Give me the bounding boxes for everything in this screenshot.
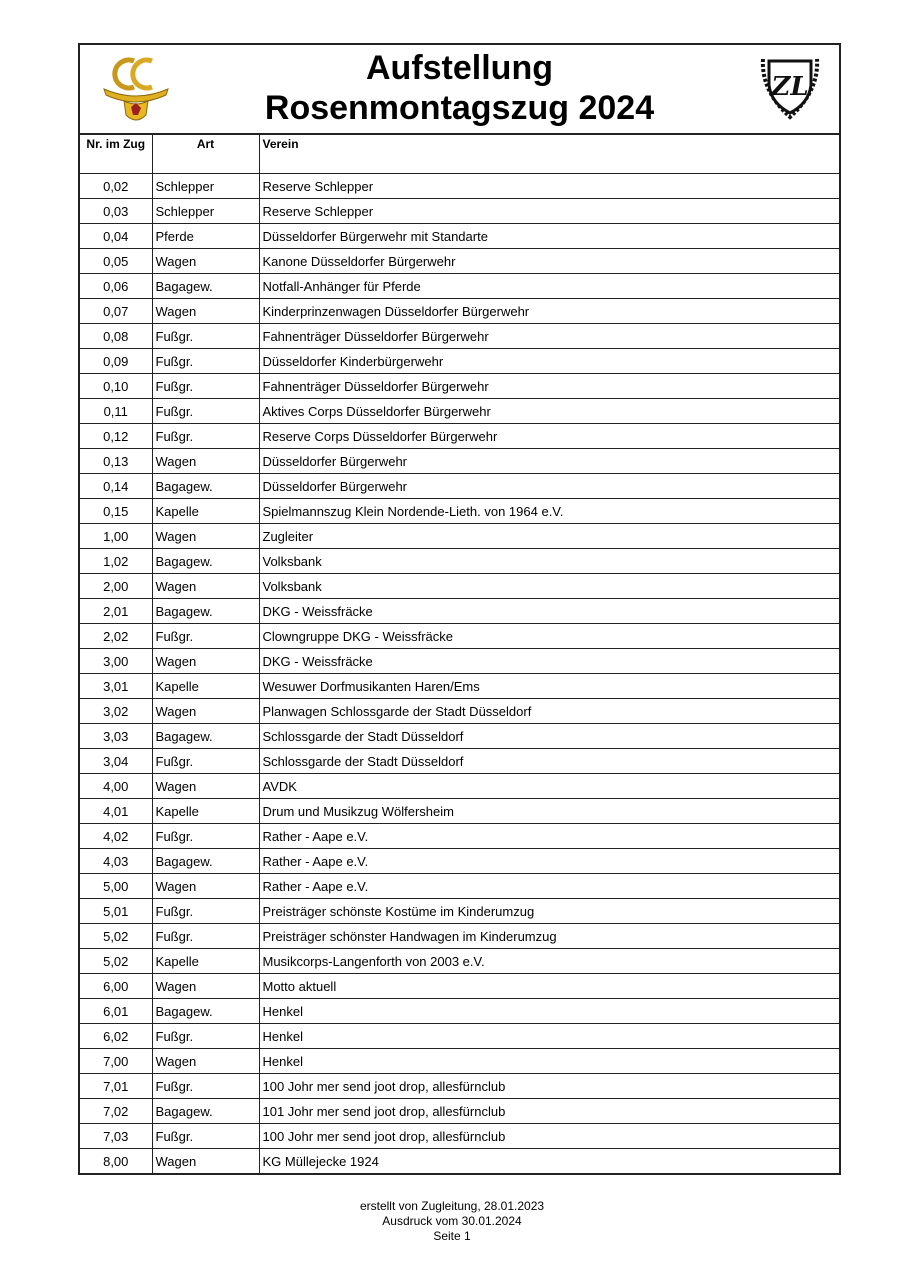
cell-nr: 4,02: [80, 824, 152, 849]
cell-nr: 2,00: [80, 574, 152, 599]
cell-art: Fußgr.: [152, 1024, 259, 1049]
cell-nr: 7,02: [80, 1099, 152, 1124]
cell-art: Fußgr.: [152, 1074, 259, 1099]
cell-nr: 3,02: [80, 699, 152, 724]
table-row: [80, 1049, 839, 1074]
table-row: [80, 649, 839, 674]
table-row: [80, 1074, 839, 1099]
cell-art: Wagen: [152, 524, 259, 549]
cell-art: Kapelle: [152, 949, 259, 974]
table-row: [80, 724, 839, 749]
table-row: [80, 699, 839, 724]
created-by-text: erstellt von Zugleitung, 28.01.2023: [359, 1199, 545, 1213]
cell-verein: Volksbank: [259, 574, 839, 599]
cell-art: Fußgr.: [152, 399, 259, 424]
table-row: [80, 1024, 839, 1049]
cell-nr: 0,14: [80, 474, 152, 499]
cell-nr: 0,03: [80, 199, 152, 224]
cell-nr: 8,00: [80, 1149, 152, 1174]
document-footer: [0, 1199, 904, 1244]
cell-nr: 0,02: [80, 174, 152, 199]
cell-nr: 0,09: [80, 349, 152, 374]
table-row: [80, 374, 839, 399]
title-line-2: Rosenmontagszug 2024: [264, 89, 655, 127]
table-row: [80, 549, 839, 574]
cell-art: Wagen: [152, 1149, 259, 1174]
cell-nr: 6,02: [80, 1024, 152, 1049]
column-header-nr: Nr. im Zug: [80, 135, 152, 174]
table-row: [80, 749, 839, 774]
cell-nr: 0,06: [80, 274, 152, 299]
cell-verein: 100 Johr mer send joot drop, allesfürnclub: [259, 1074, 839, 1099]
cell-verein: Motto aktuell: [259, 974, 839, 999]
cell-art: Wagen: [152, 699, 259, 724]
cell-verein: Preisträger schönster Handwagen im Kinderumzug: [259, 924, 839, 949]
cell-nr: 3,03: [80, 724, 152, 749]
cell-verein: DKG - Weissfräcke: [259, 599, 839, 624]
cell-nr: 0,07: [80, 299, 152, 324]
cell-art: Bagagew.: [152, 599, 259, 624]
cell-art: Wagen: [152, 774, 259, 799]
cell-verein: Henkel: [259, 1049, 839, 1074]
cell-verein: DKG - Weissfräcke: [259, 649, 839, 674]
cell-nr: 0,08: [80, 324, 152, 349]
cell-nr: 0,13: [80, 449, 152, 474]
cell-nr: 0,05: [80, 249, 152, 274]
cell-art: Kapelle: [152, 499, 259, 524]
cell-verein: Musikcorps-Langenforth von 2003 e.V.: [259, 949, 839, 974]
cell-art: Wagen: [152, 249, 259, 274]
cell-art: Wagen: [152, 1049, 259, 1074]
cell-art: Fußgr.: [152, 1124, 259, 1149]
cell-nr: 6,00: [80, 974, 152, 999]
cell-art: Wagen: [152, 974, 259, 999]
cell-verein: 100 Johr mer send joot drop, allesfürnclub: [259, 1124, 839, 1149]
table-row: [80, 324, 839, 349]
table-row: [80, 274, 839, 299]
cell-verein: Aktives Corps Düsseldorfer Bürgerwehr: [259, 399, 839, 424]
cell-verein: Rather - Aape e.V.: [259, 824, 839, 849]
cell-verein: Rather - Aape e.V.: [259, 849, 839, 874]
cell-nr: 0,11: [80, 399, 152, 424]
cell-nr: 2,01: [80, 599, 152, 624]
cell-verein: Planwagen Schlossgarde der Stadt Düsseldorf: [259, 699, 839, 724]
document-header: [80, 45, 839, 135]
title-line-1: Aufstellung: [366, 49, 553, 87]
cell-art: Fußgr.: [152, 349, 259, 374]
table-row: [80, 999, 839, 1024]
table-row: [80, 499, 839, 524]
cell-art: Fußgr.: [152, 424, 259, 449]
table-row: [80, 424, 839, 449]
table-header-row: [80, 135, 839, 174]
cell-nr: 1,02: [80, 549, 152, 574]
cell-verein: Henkel: [259, 1024, 839, 1049]
table-row: [80, 449, 839, 474]
cell-nr: 5,02: [80, 924, 152, 949]
cell-verein: 101 Johr mer send joot drop, allesfürnclub: [259, 1099, 839, 1124]
table-row: [80, 1149, 839, 1174]
cell-verein: Reserve Corps Düsseldorfer Bürgerwehr: [259, 424, 839, 449]
column-header-art: Art: [152, 135, 259, 174]
cell-verein: Düsseldorfer Bürgerwehr: [259, 474, 839, 499]
table-row: [80, 574, 839, 599]
cell-verein: Kanone Düsseldorfer Bürgerwehr: [259, 249, 839, 274]
table-row: [80, 949, 839, 974]
table-row: [80, 924, 839, 949]
table-row: [80, 1124, 839, 1149]
cell-art: Wagen: [152, 449, 259, 474]
cell-art: Fußgr.: [152, 924, 259, 949]
column-header-verein: Verein: [259, 135, 839, 174]
cell-nr: 5,00: [80, 874, 152, 899]
cell-verein: Clowngruppe DKG - Weissfräcke: [259, 624, 839, 649]
cell-verein: Henkel: [259, 999, 839, 1024]
svg-text:ZL: ZL: [771, 72, 809, 102]
lineup-table: [80, 135, 839, 1173]
table-row: [80, 849, 839, 874]
table-row: [80, 824, 839, 849]
table-row: [80, 674, 839, 699]
cell-verein: Kinderprinzenwagen Düsseldorfer Bürgerwehr: [259, 299, 839, 324]
cell-verein: Notfall-Anhänger für Pferde: [259, 274, 839, 299]
table-row: [80, 899, 839, 924]
cell-verein: Reserve Schlepper: [259, 174, 839, 199]
cell-art: Fußgr.: [152, 749, 259, 774]
cell-nr: 2,02: [80, 624, 152, 649]
cell-verein: Preisträger schönste Kostüme im Kinderumzug: [259, 899, 839, 924]
cell-verein: Zugleiter: [259, 524, 839, 549]
parade-lineup-sheet: [78, 43, 841, 1175]
cell-art: Pferde: [152, 224, 259, 249]
cell-verein: Düsseldorfer Bürgerwehr mit Standarte: [259, 224, 839, 249]
table-row: [80, 1099, 839, 1124]
table-row: [80, 199, 839, 224]
cell-art: Wagen: [152, 874, 259, 899]
cell-art: Bagagew.: [152, 549, 259, 574]
cell-nr: 1,00: [80, 524, 152, 549]
cell-art: Bagagew.: [152, 474, 259, 499]
document-title: [80, 48, 839, 128]
cell-nr: 7,03: [80, 1124, 152, 1149]
table-row: [80, 599, 839, 624]
cell-nr: 6,01: [80, 999, 152, 1024]
cell-nr: 0,15: [80, 499, 152, 524]
zl-shield-logo-icon: [757, 55, 823, 121]
cell-art: Fußgr.: [152, 374, 259, 399]
cell-verein: KG Müllejecke 1924: [259, 1149, 839, 1174]
cell-nr: 5,01: [80, 899, 152, 924]
cell-verein: Düsseldorfer Kinderbürgerwehr: [259, 349, 839, 374]
table-row: [80, 799, 839, 824]
cell-verein: Volksbank: [259, 549, 839, 574]
table-row: [80, 524, 839, 549]
cell-nr: 3,04: [80, 749, 152, 774]
cell-art: Fußgr.: [152, 324, 259, 349]
table-row: [80, 774, 839, 799]
cell-verein: Reserve Schlepper: [259, 199, 839, 224]
cell-art: Bagagew.: [152, 999, 259, 1024]
cell-art: Kapelle: [152, 799, 259, 824]
cell-verein: Wesuwer Dorfmusikanten Haren/Ems: [259, 674, 839, 699]
table-row: [80, 624, 839, 649]
table-row: [80, 299, 839, 324]
cell-verein: AVDK: [259, 774, 839, 799]
table-row: [80, 399, 839, 424]
cell-art: Bagagew.: [152, 1099, 259, 1124]
cell-verein: Rather - Aape e.V.: [259, 874, 839, 899]
table-row: [80, 249, 839, 274]
printed-date-text: Ausdruck vom 30.01.2024: [382, 1214, 522, 1228]
cell-nr: 5,02: [80, 949, 152, 974]
cell-nr: 7,00: [80, 1049, 152, 1074]
cell-nr: 4,00: [80, 774, 152, 799]
cell-art: Fußgr.: [152, 899, 259, 924]
cell-verein: Spielmannszug Klein Nordende-Lieth. von 1964 e.V.: [259, 499, 839, 524]
cell-nr: 0,10: [80, 374, 152, 399]
cell-nr: 3,01: [80, 674, 152, 699]
cell-nr: 7,01: [80, 1074, 152, 1099]
cell-art: Fußgr.: [152, 824, 259, 849]
cell-art: Schlepper: [152, 174, 259, 199]
cell-verein: Schlossgarde der Stadt Düsseldorf: [259, 724, 839, 749]
cell-art: Bagagew.: [152, 724, 259, 749]
table-body: [80, 174, 839, 1174]
cell-art: Kapelle: [152, 674, 259, 699]
cell-art: Wagen: [152, 574, 259, 599]
cell-verein: Düsseldorfer Bürgerwehr: [259, 449, 839, 474]
cell-art: Wagen: [152, 649, 259, 674]
cell-nr: 4,03: [80, 849, 152, 874]
cell-verein: Fahnenträger Düsseldorfer Bürgerwehr: [259, 374, 839, 399]
page-number-text: Seite 1: [433, 1229, 471, 1243]
cell-art: Bagagew.: [152, 849, 259, 874]
table-row: [80, 224, 839, 249]
cell-verein: Fahnenträger Düsseldorfer Bürgerwehr: [259, 324, 839, 349]
cell-art: Fußgr.: [152, 624, 259, 649]
table-row: [80, 174, 839, 199]
cell-nr: 4,01: [80, 799, 152, 824]
table-row: [80, 874, 839, 899]
table-row: [80, 974, 839, 999]
table-row: [80, 474, 839, 499]
cell-art: Bagagew.: [152, 274, 259, 299]
cell-verein: Drum und Musikzug Wölfersheim: [259, 799, 839, 824]
cell-art: Wagen: [152, 299, 259, 324]
table-row: [80, 349, 839, 374]
cell-nr: 3,00: [80, 649, 152, 674]
cell-nr: 0,04: [80, 224, 152, 249]
cell-art: Schlepper: [152, 199, 259, 224]
cell-nr: 0,12: [80, 424, 152, 449]
cell-verein: Schlossgarde der Stadt Düsseldorf: [259, 749, 839, 774]
